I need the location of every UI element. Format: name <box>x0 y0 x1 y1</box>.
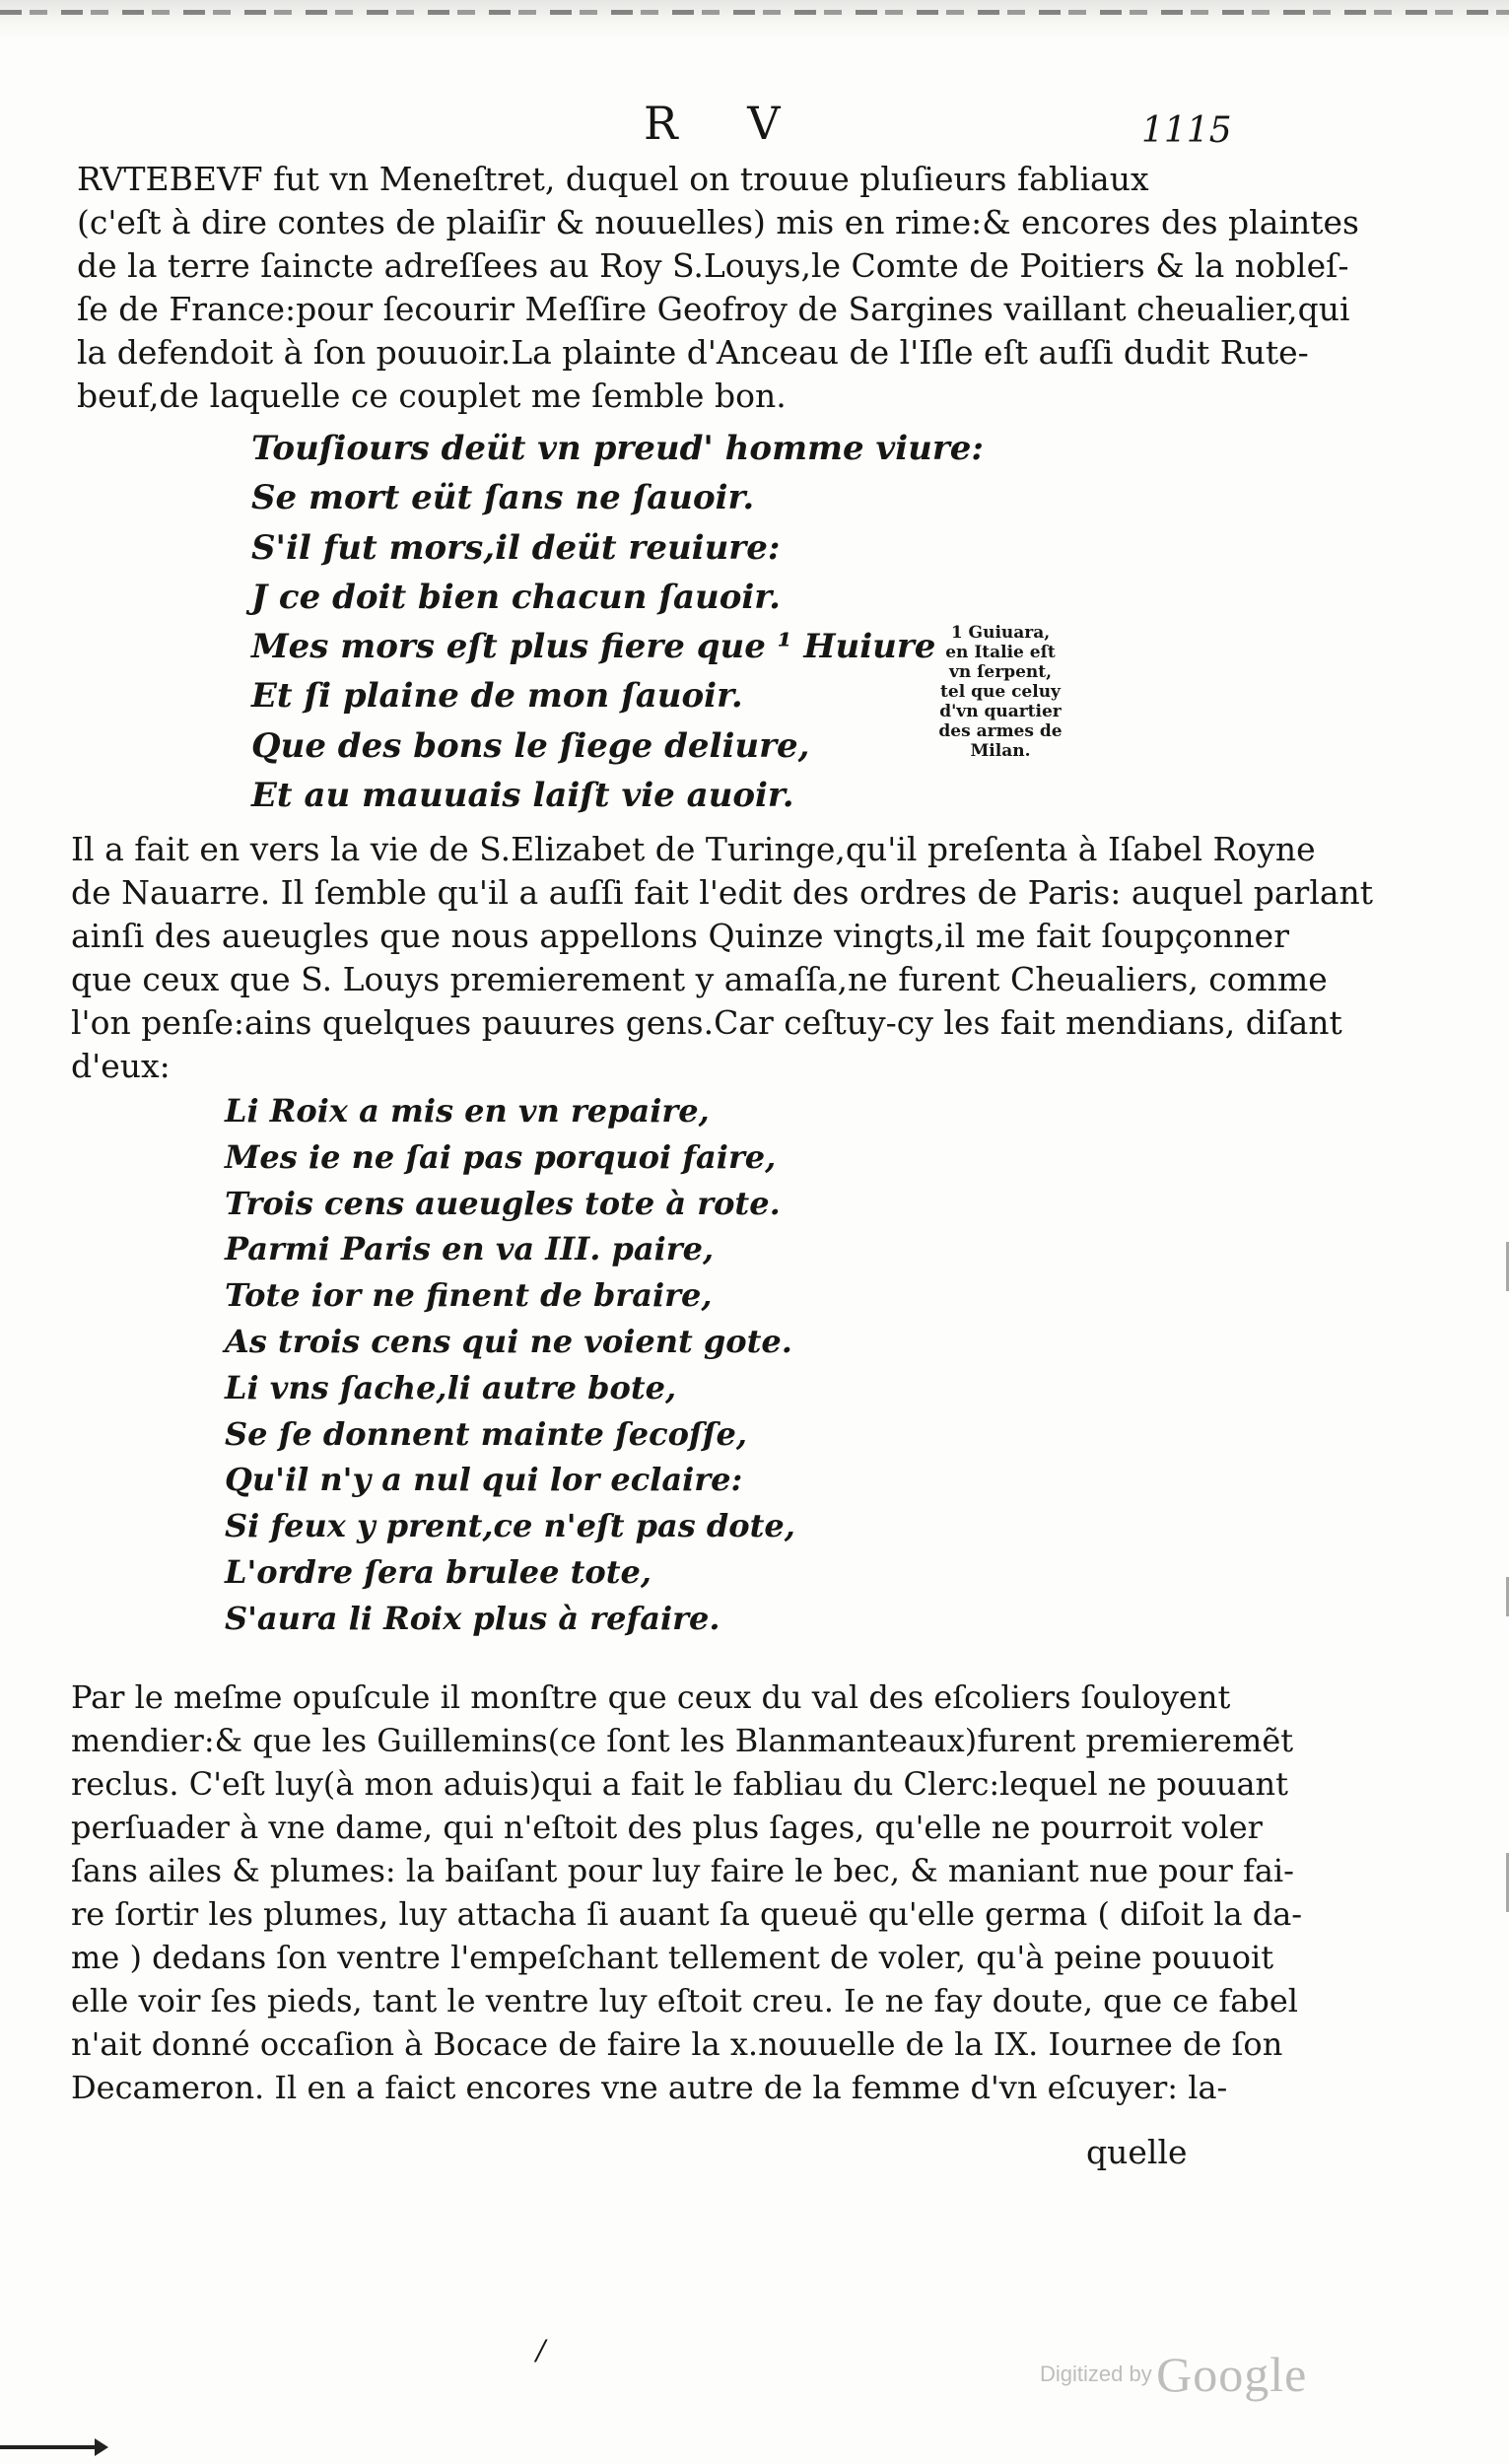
verse-line: Se mort eüt ſans ne ſauoir. <box>251 478 755 518</box>
catchword: quelle <box>1086 2133 1188 2171</box>
text-line: (c'eſt à dire contes de plaiſir & nouuelles) mis en rime:& encores des plaintes <box>77 203 1359 241</box>
note-line: Milan. <box>970 741 1031 761</box>
text-line: Decameron. Il en a faict encores vne autre de la femme d'vn eſcuyer: la- <box>71 2069 1228 2106</box>
text-line: re ſortir les plumes, luy attacha ſi auant ſa queuë qu'elle germa ( diſoit la da- <box>71 1895 1303 1933</box>
text-line: n'ait donné occaſion à Bocace de faire la x.nouuelle de la IX. Iournee de ſon <box>71 2025 1283 2063</box>
note-line: 1 Guiuara, <box>950 623 1051 643</box>
verse-line: S'il fut mors,il deüt reuiure: <box>251 527 781 568</box>
digitized-label: Digitized by <box>1040 2361 1152 2386</box>
text-line: elle voir ſes pieds, tant le ventre luy eſtoit creu. Ie ne fay doute, que ce fabel <box>71 1982 1298 2019</box>
note-line: tel que celuy <box>940 682 1061 702</box>
verse-line: Trois cens aueugles tote à rote. <box>225 1184 781 1222</box>
verse-line: Tote ior ne finent de braire, <box>225 1276 713 1315</box>
text-line: de la terre ſaincte adreſſees au Roy S.Louys,le Comte de Poitiers & la nobleſ- <box>77 246 1349 285</box>
page-number: 1115 <box>1141 110 1232 151</box>
note-line: d'vn quartier <box>939 702 1062 721</box>
verse-line: Si feux y prent,ce n'eſt pas dote, <box>225 1507 795 1545</box>
google-logo: Google <box>1156 2347 1308 2402</box>
text-line: ſans ailes & plumes: la baiſant pour luy faire le bec, & maniant nue pour fai- <box>71 1852 1294 1889</box>
running-head: R V <box>644 97 808 150</box>
verse-line: Parmi Paris en va III. paire, <box>225 1230 715 1268</box>
verse-plainte-anceau <box>251 424 984 820</box>
verse-line: Li Roix a mis en vn repaire, <box>225 1092 710 1129</box>
text-line: d'eux: <box>71 1047 171 1085</box>
verse-line: L'ordre ſera brulee tote, <box>225 1552 652 1591</box>
verse-line: Li vns ſache,li autre bote, <box>225 1368 677 1406</box>
text-line: ainſi des aueugles que nous appellons Quinze vingts,il me fait ſoupçonner <box>71 917 1289 955</box>
stray-mark: / <box>536 2334 546 2366</box>
paragraph-fabliau-clerc <box>71 1676 1302 2109</box>
note-line: vn ſerpent, <box>948 662 1053 682</box>
verse-line: Mes ie ne ſai pas porquoi faire, <box>225 1137 777 1176</box>
verse-line: Se ſe donnent mainte ſecoſſe, <box>225 1414 747 1453</box>
verse-line: Qu'il n'y a nul qui lor eclaire: <box>225 1461 743 1499</box>
verse-line: Que des bons le ſiege deliure, <box>251 725 810 766</box>
text-line: reclus. C'eſt luy(à mon aduis)qui a fait le fabliau du Clerc:lequel ne pouuant <box>71 1765 1288 1803</box>
text-line: que ceux que S. Louys premierement y amaſſa,ne furent Cheualiers, comme <box>71 960 1328 998</box>
note-line: des armes de <box>938 721 1063 741</box>
text-line: Par le meſme opuſcule il monſtre que ceux du val des eſcoliers ſouloyent <box>71 1678 1231 1716</box>
digitized-by-google-watermark <box>1040 2346 1307 2403</box>
text-line: Il a fait en vers la vie de S.Elizabet de Turinge,qu'il preſenta à Iſabel Royne <box>71 830 1316 868</box>
verse-line: Mes mors eſt plus fiere que ¹ Huiure <box>251 627 936 667</box>
verse-line: Et au mauuais laiſt vie auoir. <box>251 776 794 816</box>
text-line: beuf,de laquelle ce couplet me ſemble bon. <box>77 376 787 415</box>
note-line: en Italie eſt <box>945 643 1056 662</box>
scan-top-edge <box>0 0 1509 39</box>
verse-line: S'aura li Roix plus à refaire. <box>225 1599 720 1637</box>
verse-line: Et ſi plaine de mon ſauoir. <box>251 676 743 717</box>
text-line: ſe de France:pour ſecourir Meſſire Geofroy de Sargines vaillant cheualier,qui <box>77 290 1350 328</box>
top-ornament-rule <box>0 10 1509 15</box>
arrow-mark-icon <box>0 2445 99 2449</box>
verse-aueugles <box>225 1088 795 1642</box>
verse-line: J ce doit bien chacun ſauoir. <box>251 577 781 617</box>
text-line: la defendoit à ſon pouuoir.La plainte d'Anceau de l'Iſle eſt auſſi dudit Rute- <box>77 333 1309 372</box>
text-line: perſuader à vne dame, qui n'eſtoit des plus ſages, qu'elle ne pourroit voler <box>71 1809 1263 1846</box>
text-line: mendier:& que les Guillemins(ce ſont les Blanmanteaux)furent premieremẽt <box>71 1722 1294 1759</box>
verse-line: As trois cens qui ne voient gote. <box>225 1322 792 1360</box>
marginal-note-guiuara <box>917 623 1084 761</box>
paragraph-rutebeuf-intro <box>77 158 1359 418</box>
text-line: me ) dedans ſon ventre l'empeſchant tellement de voler, qu'à peine pouuoit <box>71 1939 1274 1976</box>
paragraph-elizabet <box>71 828 1373 1088</box>
text-line: de Nauarre. Il ſemble qu'il a auſſi fait l'edit des ordres de Paris: auquel parlant <box>71 873 1374 912</box>
text-line: l'on penſe:ains quelques pauures gens.Car ceſtuy-cy les fait mendians, diſant <box>71 1003 1342 1042</box>
verse-line: Touſiours deüt vn preud' homme viure: <box>251 429 984 468</box>
text-line: RVTEBEVF fut vn Meneſtret, duquel on trouue pluſieurs fabliaux <box>77 160 1149 198</box>
